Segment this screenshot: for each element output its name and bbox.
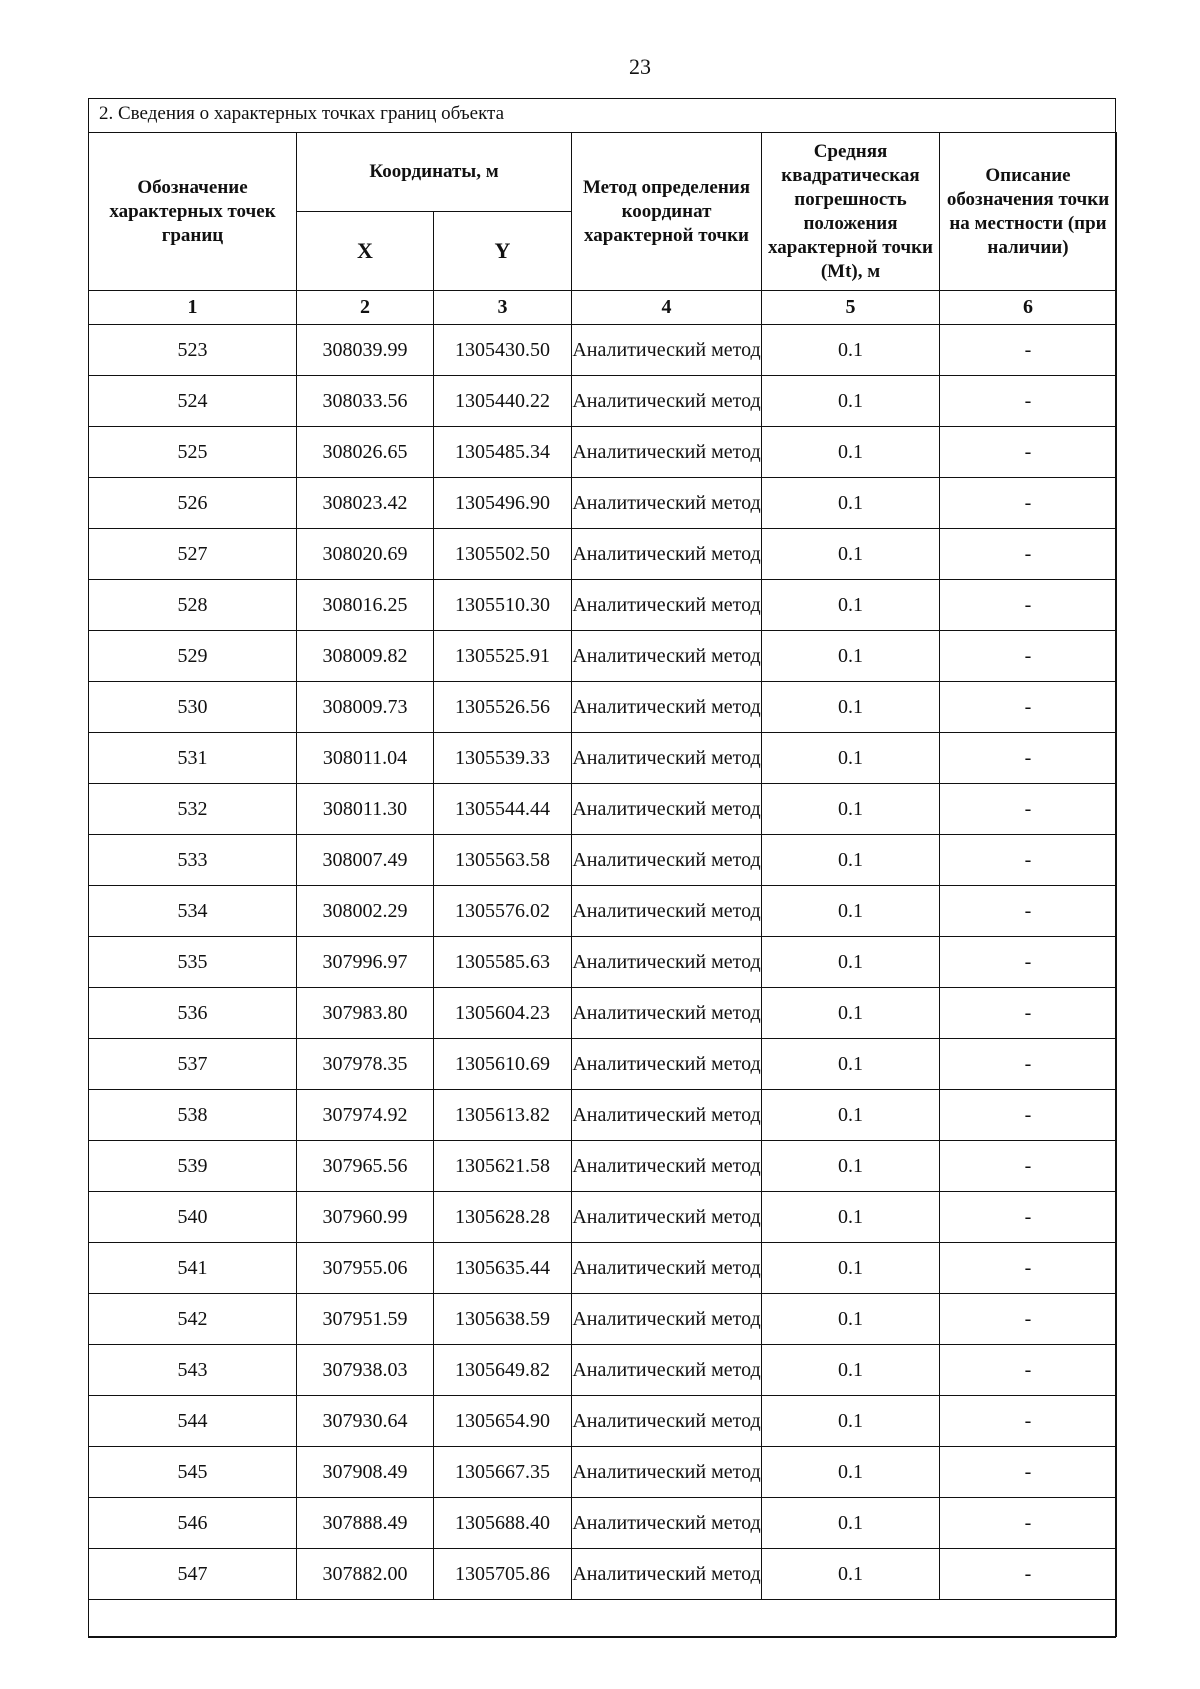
cell-point-id: 530 bbox=[89, 682, 297, 733]
cell-point-id: 535 bbox=[89, 937, 297, 988]
cell-mean-error: 0.1 bbox=[762, 733, 940, 784]
cell-x: 307955.06 bbox=[297, 1243, 434, 1294]
page-number: 23 bbox=[629, 54, 651, 79]
cell-x: 308033.56 bbox=[297, 376, 434, 427]
cell-mean-error: 0.1 bbox=[762, 835, 940, 886]
cell-description: - bbox=[940, 1447, 1117, 1498]
cell-y: 1305688.40 bbox=[434, 1498, 572, 1549]
header-method: Метод определения координат характерной точки bbox=[572, 133, 762, 291]
table-row bbox=[89, 478, 1117, 529]
cell-description: - bbox=[940, 1549, 1117, 1600]
cell-mean-error: 0.1 bbox=[762, 1039, 940, 1090]
cell-point-id: 523 bbox=[89, 325, 297, 376]
table-row bbox=[89, 1447, 1117, 1498]
cell-point-id: 529 bbox=[89, 631, 297, 682]
column-number: 6 bbox=[940, 291, 1117, 325]
cell-method: Аналитический метод bbox=[572, 886, 762, 937]
table-row bbox=[89, 886, 1117, 937]
cell-description: - bbox=[940, 1345, 1117, 1396]
cell-y: 1305654.90 bbox=[434, 1396, 572, 1447]
cell-point-id: 543 bbox=[89, 1345, 297, 1396]
cell-y: 1305613.82 bbox=[434, 1090, 572, 1141]
cell-method: Аналитический метод bbox=[572, 529, 762, 580]
cell-method: Аналитический метод bbox=[572, 1549, 762, 1600]
cell-x: 307882.00 bbox=[297, 1549, 434, 1600]
cell-mean-error: 0.1 bbox=[762, 325, 940, 376]
table-row bbox=[89, 784, 1117, 835]
cell-description: - bbox=[940, 988, 1117, 1039]
cell-mean-error: 0.1 bbox=[762, 1447, 940, 1498]
header-row bbox=[89, 133, 1117, 212]
cell-description: - bbox=[940, 886, 1117, 937]
cell-point-id: 541 bbox=[89, 1243, 297, 1294]
cell-y: 1305430.50 bbox=[434, 325, 572, 376]
header-coordinates: Координаты, м bbox=[297, 133, 572, 212]
cell-description: - bbox=[940, 1243, 1117, 1294]
cell-description: - bbox=[940, 376, 1117, 427]
cell-y: 1305526.56 bbox=[434, 682, 572, 733]
table-row bbox=[89, 529, 1117, 580]
cell-y: 1305539.33 bbox=[434, 733, 572, 784]
cell-mean-error: 0.1 bbox=[762, 427, 940, 478]
empty-cell bbox=[89, 1600, 1117, 1637]
cell-method: Аналитический метод bbox=[572, 1345, 762, 1396]
cell-mean-error: 0.1 bbox=[762, 478, 940, 529]
cell-point-id: 528 bbox=[89, 580, 297, 631]
cell-method: Аналитический метод bbox=[572, 1294, 762, 1345]
cell-method: Аналитический метод bbox=[572, 631, 762, 682]
cell-point-id: 536 bbox=[89, 988, 297, 1039]
cell-method: Аналитический метод bbox=[572, 1396, 762, 1447]
cell-mean-error: 0.1 bbox=[762, 1243, 940, 1294]
cell-description: - bbox=[940, 529, 1117, 580]
cell-point-id: 545 bbox=[89, 1447, 297, 1498]
cell-x: 307965.56 bbox=[297, 1141, 434, 1192]
cell-mean-error: 0.1 bbox=[762, 682, 940, 733]
cell-description: - bbox=[940, 580, 1117, 631]
cell-y: 1305638.59 bbox=[434, 1294, 572, 1345]
cell-y: 1305604.23 bbox=[434, 988, 572, 1039]
table-row bbox=[89, 427, 1117, 478]
column-number: 1 bbox=[89, 291, 297, 325]
table-row bbox=[89, 1345, 1117, 1396]
cell-x: 308039.99 bbox=[297, 325, 434, 376]
cell-y: 1305635.44 bbox=[434, 1243, 572, 1294]
header-mean-error: Средняя квадратическая погрешность положения характерной точки (Mt), м bbox=[762, 133, 940, 291]
table-row bbox=[89, 1498, 1117, 1549]
cell-point-id: 524 bbox=[89, 376, 297, 427]
cell-mean-error: 0.1 bbox=[762, 1294, 940, 1345]
cell-mean-error: 0.1 bbox=[762, 1345, 940, 1396]
cell-method: Аналитический метод bbox=[572, 937, 762, 988]
cell-mean-error: 0.1 bbox=[762, 1141, 940, 1192]
table-row bbox=[89, 1396, 1117, 1447]
cell-method: Аналитический метод bbox=[572, 988, 762, 1039]
cell-y: 1305667.35 bbox=[434, 1447, 572, 1498]
cell-x: 308007.49 bbox=[297, 835, 434, 886]
table-row bbox=[89, 325, 1117, 376]
cell-method: Аналитический метод bbox=[572, 733, 762, 784]
cell-description: - bbox=[940, 325, 1117, 376]
table-row bbox=[89, 682, 1117, 733]
cell-x: 307938.03 bbox=[297, 1345, 434, 1396]
cell-description: - bbox=[940, 835, 1117, 886]
cell-description: - bbox=[940, 1039, 1117, 1090]
table-row bbox=[89, 1192, 1117, 1243]
cell-x: 307960.99 bbox=[297, 1192, 434, 1243]
table-row bbox=[89, 1294, 1117, 1345]
cell-method: Аналитический метод bbox=[572, 682, 762, 733]
cell-y: 1305544.44 bbox=[434, 784, 572, 835]
cell-method: Аналитический метод bbox=[572, 1447, 762, 1498]
cell-description: - bbox=[940, 784, 1117, 835]
cell-mean-error: 0.1 bbox=[762, 1192, 940, 1243]
table-row bbox=[89, 835, 1117, 886]
cell-y: 1305649.82 bbox=[434, 1345, 572, 1396]
cell-method: Аналитический метод bbox=[572, 427, 762, 478]
cell-x: 308009.73 bbox=[297, 682, 434, 733]
cell-x: 308011.30 bbox=[297, 784, 434, 835]
table-row bbox=[89, 1039, 1117, 1090]
cell-y: 1305496.90 bbox=[434, 478, 572, 529]
cell-description: - bbox=[940, 631, 1117, 682]
cell-mean-error: 0.1 bbox=[762, 631, 940, 682]
cell-x: 308002.29 bbox=[297, 886, 434, 937]
cell-x: 307908.49 bbox=[297, 1447, 434, 1498]
cell-y: 1305576.02 bbox=[434, 886, 572, 937]
header-point-designation: Обозначение характерных точек границ bbox=[89, 133, 297, 291]
cell-x: 308026.65 bbox=[297, 427, 434, 478]
cell-mean-error: 0.1 bbox=[762, 784, 940, 835]
table-row bbox=[89, 1141, 1117, 1192]
table-row bbox=[89, 937, 1117, 988]
header-description: Описание обозначения точки на местности (при наличии) bbox=[940, 133, 1117, 291]
cell-method: Аналитический метод bbox=[572, 784, 762, 835]
cell-description: - bbox=[940, 682, 1117, 733]
cell-y: 1305525.91 bbox=[434, 631, 572, 682]
table-row bbox=[89, 1549, 1117, 1600]
cell-x: 307930.64 bbox=[297, 1396, 434, 1447]
table-row bbox=[89, 580, 1117, 631]
cell-description: - bbox=[940, 1090, 1117, 1141]
cell-x: 308016.25 bbox=[297, 580, 434, 631]
cell-point-id: 539 bbox=[89, 1141, 297, 1192]
header-y: Y bbox=[434, 212, 572, 291]
cell-method: Аналитический метод bbox=[572, 325, 762, 376]
cell-method: Аналитический метод bbox=[572, 835, 762, 886]
cell-x: 307951.59 bbox=[297, 1294, 434, 1345]
table-row bbox=[89, 631, 1117, 682]
table-row bbox=[89, 988, 1117, 1039]
cell-method: Аналитический метод bbox=[572, 580, 762, 631]
cell-x: 308023.42 bbox=[297, 478, 434, 529]
cell-y: 1305705.86 bbox=[434, 1549, 572, 1600]
cell-y: 1305563.58 bbox=[434, 835, 572, 886]
cell-mean-error: 0.1 bbox=[762, 886, 940, 937]
cell-method: Аналитический метод bbox=[572, 1039, 762, 1090]
table-row bbox=[89, 1090, 1117, 1141]
cell-point-id: 547 bbox=[89, 1549, 297, 1600]
cell-point-id: 537 bbox=[89, 1039, 297, 1090]
cell-description: - bbox=[940, 733, 1117, 784]
table-row bbox=[89, 376, 1117, 427]
cell-point-id: 532 bbox=[89, 784, 297, 835]
cell-point-id: 542 bbox=[89, 1294, 297, 1345]
cell-point-id: 534 bbox=[89, 886, 297, 937]
cell-x: 307996.97 bbox=[297, 937, 434, 988]
cell-description: - bbox=[940, 937, 1117, 988]
table-row bbox=[89, 1243, 1117, 1294]
cell-x: 308011.04 bbox=[297, 733, 434, 784]
cell-mean-error: 0.1 bbox=[762, 1396, 940, 1447]
cell-description: - bbox=[940, 1396, 1117, 1447]
cell-mean-error: 0.1 bbox=[762, 937, 940, 988]
cell-description: - bbox=[940, 1141, 1117, 1192]
cell-mean-error: 0.1 bbox=[762, 529, 940, 580]
cell-point-id: 540 bbox=[89, 1192, 297, 1243]
header-x: X bbox=[297, 212, 434, 291]
cell-x: 307888.49 bbox=[297, 1498, 434, 1549]
cell-description: - bbox=[940, 1294, 1117, 1345]
cell-method: Аналитический метод bbox=[572, 1090, 762, 1141]
cell-y: 1305610.69 bbox=[434, 1039, 572, 1090]
cell-y: 1305485.34 bbox=[434, 427, 572, 478]
cell-x: 307974.92 bbox=[297, 1090, 434, 1141]
column-number: 2 bbox=[297, 291, 434, 325]
cell-mean-error: 0.1 bbox=[762, 1090, 940, 1141]
document-sheet bbox=[88, 98, 1116, 1638]
cell-y: 1305585.63 bbox=[434, 937, 572, 988]
cell-y: 1305628.28 bbox=[434, 1192, 572, 1243]
table-body bbox=[89, 325, 1117, 1600]
cell-method: Аналитический метод bbox=[572, 1141, 762, 1192]
column-number: 5 bbox=[762, 291, 940, 325]
cell-description: - bbox=[940, 1498, 1117, 1549]
cell-description: - bbox=[940, 427, 1117, 478]
cell-description: - bbox=[940, 478, 1117, 529]
cell-method: Аналитический метод bbox=[572, 1243, 762, 1294]
cell-description: - bbox=[940, 1192, 1117, 1243]
cell-point-id: 527 bbox=[89, 529, 297, 580]
empty-tail-row bbox=[89, 1600, 1117, 1637]
cell-x: 308020.69 bbox=[297, 529, 434, 580]
cell-point-id: 538 bbox=[89, 1090, 297, 1141]
column-number: 4 bbox=[572, 291, 762, 325]
cell-mean-error: 0.1 bbox=[762, 1498, 940, 1549]
column-number-row bbox=[89, 291, 1117, 325]
cell-method: Аналитический метод bbox=[572, 1498, 762, 1549]
cell-method: Аналитический метод bbox=[572, 478, 762, 529]
table-row bbox=[89, 733, 1117, 784]
cell-mean-error: 0.1 bbox=[762, 988, 940, 1039]
cell-x: 307978.35 bbox=[297, 1039, 434, 1090]
cell-point-id: 546 bbox=[89, 1498, 297, 1549]
section-title: 2. Сведения о характерных точках границ объекта bbox=[99, 103, 505, 124]
cell-point-id: 533 bbox=[89, 835, 297, 886]
cell-mean-error: 0.1 bbox=[762, 580, 940, 631]
cell-x: 308009.82 bbox=[297, 631, 434, 682]
cell-point-id: 525 bbox=[89, 427, 297, 478]
cell-point-id: 544 bbox=[89, 1396, 297, 1447]
cell-y: 1305502.50 bbox=[434, 529, 572, 580]
boundary-points-table bbox=[88, 132, 1117, 1637]
cell-y: 1305621.58 bbox=[434, 1141, 572, 1192]
cell-y: 1305510.30 bbox=[434, 580, 572, 631]
cell-method: Аналитический метод bbox=[572, 376, 762, 427]
cell-point-id: 531 bbox=[89, 733, 297, 784]
cell-mean-error: 0.1 bbox=[762, 1549, 940, 1600]
column-number: 3 bbox=[434, 291, 572, 325]
cell-x: 307983.80 bbox=[297, 988, 434, 1039]
cell-method: Аналитический метод bbox=[572, 1192, 762, 1243]
cell-point-id: 526 bbox=[89, 478, 297, 529]
cell-mean-error: 0.1 bbox=[762, 376, 940, 427]
cell-y: 1305440.22 bbox=[434, 376, 572, 427]
